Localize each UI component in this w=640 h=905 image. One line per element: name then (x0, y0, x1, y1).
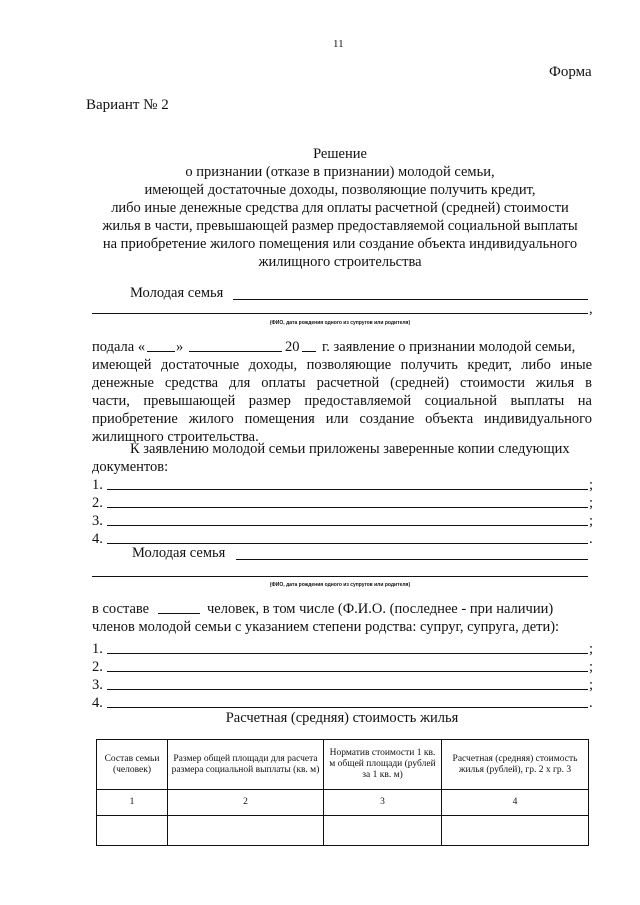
document-field[interactable] (107, 507, 588, 508)
subtitle-line: жилья в части, превышающей размер предоставляемой социальной выплаты (102, 218, 578, 234)
subtitle-line: на приобретение жилого помещения или создание объекта индивидуального (102, 236, 578, 252)
application-text (92, 356, 592, 446)
documents-intro: К заявлению молодой семьи приложены заверенные копии следующих (130, 441, 570, 457)
fio-note-2: (ФИО, дата рождения одного из супругов или родителя) (269, 582, 411, 588)
calculation-table (96, 739, 589, 846)
application-line: приобретение жилого помещения или создание объекта индивидуального (92, 411, 592, 427)
submitted-suffix: г. заявление о признании молодой семьи, (322, 339, 576, 355)
table-cell[interactable] (324, 816, 442, 846)
document-ending: . (589, 531, 593, 547)
table-row (97, 816, 589, 846)
member-number: 1. (92, 641, 103, 657)
document-number: 2. (92, 495, 103, 511)
document-ending: ; (589, 495, 594, 511)
document-field[interactable] (107, 525, 588, 526)
member-ending: ; (589, 677, 594, 693)
member-number: 3. (92, 677, 103, 693)
table-header-row (97, 740, 589, 790)
member-field[interactable] (107, 689, 588, 690)
day-field[interactable] (147, 351, 175, 352)
family-field-line-2[interactable] (92, 313, 588, 314)
document-number: 3. (92, 513, 103, 529)
table-cell: 3 (324, 790, 442, 816)
people-count-field[interactable] (158, 613, 200, 614)
subtitle-line: имеющей достаточные доходы, позволяющие получить кредит, (144, 182, 536, 198)
family-label: Молодая семья (130, 285, 224, 301)
table-header-cell: Расчетная (средняя) стоимость жилья (рублей), гр. 2 х гр. 3 (442, 740, 589, 790)
family-field-line[interactable] (236, 559, 588, 560)
submitted-mid: » (176, 339, 184, 355)
table-cell: 4 (442, 790, 589, 816)
document-ending: ; (589, 477, 594, 493)
decision-title: Решение (313, 146, 367, 162)
table-cell[interactable] (442, 816, 589, 846)
form-label: Форма (549, 64, 592, 80)
document-field[interactable] (107, 489, 588, 490)
member-ending: ; (589, 659, 594, 675)
table-header-cell: Размер общей площади для расчета размера социальной выплаты (кв. м) (168, 740, 324, 790)
member-field[interactable] (107, 671, 588, 672)
composition-line2: членов молодой семьи с указанием степени родства: супруг, супруга, дети): (92, 619, 560, 635)
year-prefix: 20 (285, 339, 300, 355)
member-ending: . (589, 695, 593, 711)
table-header-cell: Норматив стоимости 1 кв. м общей площади (рублей за 1 кв. м) (324, 740, 442, 790)
subtitle-line: о признании (отказе в признании) молодой семьи, (185, 164, 495, 180)
submitted-prefix: подала « (92, 339, 146, 355)
table-cell[interactable] (97, 816, 168, 846)
application-line: части, превышающей размер предоставляемой социальной выплаты на (92, 393, 592, 409)
table-title: Расчетная (средняя) стоимость жилья (225, 710, 459, 726)
year-field[interactable] (302, 351, 316, 352)
decision-subtitle (0, 163, 640, 271)
member-field[interactable] (107, 653, 588, 654)
member-field[interactable] (107, 707, 588, 708)
document-number: 1. (92, 477, 103, 493)
member-number: 4. (92, 695, 103, 711)
subtitle-line: либо иные денежные средства для оплаты расчетной (средней) стоимости (111, 200, 569, 216)
subtitle-line: жилищного строительства (258, 254, 422, 270)
fio-note: (ФИО, дата рождения одного из супругов или родителя) (269, 320, 411, 326)
table-cell: 2 (168, 790, 324, 816)
family-label-2: Молодая семья (132, 545, 226, 561)
application-line: имеющей достаточные доходы, позволяющие получить кредит, либо иные (92, 357, 592, 373)
table-cell: 1 (97, 790, 168, 816)
document-number: 4. (92, 531, 103, 547)
variant-label: Вариант № 2 (86, 97, 169, 113)
table-row (97, 790, 589, 816)
table-header-cell: Состав семьи (человек) (97, 740, 168, 790)
application-line: жилищного строительства. (92, 429, 259, 445)
documents-intro-2: документов: (92, 459, 169, 475)
comma: , (589, 301, 593, 317)
family-field-line-2[interactable] (92, 576, 588, 577)
member-number: 2. (92, 659, 103, 675)
table-cell[interactable] (168, 816, 324, 846)
application-line: денежные средства для оплаты расчетной (средней) стоимости жилья в (92, 375, 592, 391)
member-ending: ; (589, 641, 594, 657)
family-field-line[interactable] (233, 299, 588, 300)
composition-prefix: в составе (92, 601, 150, 617)
page-number: 11 (333, 38, 344, 50)
document-ending: ; (589, 513, 594, 529)
month-field[interactable] (189, 351, 282, 352)
composition-suffix: человек, в том числе (Ф.И.О. (последнее - при наличии) (207, 601, 554, 617)
